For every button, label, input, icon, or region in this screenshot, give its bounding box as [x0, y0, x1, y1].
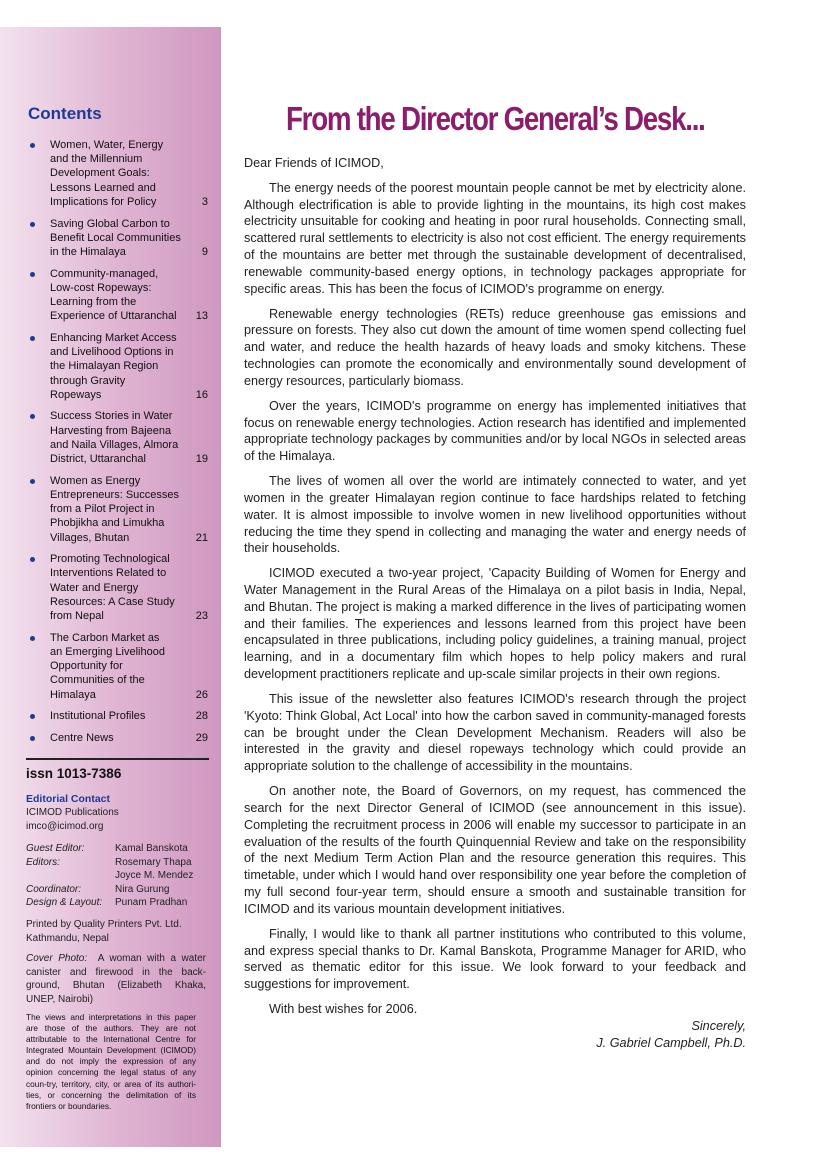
toc-item[interactable] [28, 267, 208, 324]
toc-item[interactable] [28, 474, 208, 545]
toc-title: Women, Water, Energy and the Millennium Development Goals: Lessons Learned and Implications for Policy [50, 139, 164, 208]
printer-location: Kathmandu, Nepal [26, 932, 109, 944]
bullet-icon [30, 736, 35, 741]
toc-page-number: 29 [195, 732, 208, 745]
toc-page-number: 21 [195, 531, 208, 544]
bullet-icon [30, 272, 35, 277]
credit-row [26, 842, 216, 856]
credit-role: Guest Editor: [26, 843, 85, 854]
page-title: From the Director General’s Desk... [286, 100, 705, 137]
toc-title: Institutional Profiles [50, 710, 146, 723]
credit-role: Design & Layout: [26, 897, 103, 909]
toc-page-number: 13 [195, 310, 208, 323]
signature: J. Gabriel Campbell, Ph.D. [596, 1035, 746, 1050]
toc-page-number: 3 [201, 195, 208, 208]
toc-item[interactable] [28, 331, 208, 402]
credit-role: Coordinator: [26, 883, 82, 895]
signoff: Sincerely, [691, 1018, 746, 1033]
cover-photo-label: Cover Photo: [26, 953, 88, 964]
bullet-icon [30, 222, 35, 227]
toc-item[interactable] [28, 409, 208, 466]
bullet-icon [30, 557, 35, 562]
toc-item[interactable] [28, 138, 208, 209]
credit-row [26, 883, 216, 897]
toc-title: The Carbon Market as an Emerging Livelihood Opportunity for Communities of the Himalaya [50, 631, 165, 701]
editorial-contact-label: Editorial Contact [26, 793, 111, 805]
letter-body [244, 155, 746, 1052]
cover-photo-caption [26, 952, 206, 1006]
editorial-email[interactable]: imco@icimod.org [26, 820, 104, 832]
cover-photo-text: A woman with a water canister and firewood in the back-ground, Bhutan (Elizabeth Khaka, UNEP, Nairobi) [26, 953, 207, 1005]
credit-role [26, 869, 115, 883]
bullet-icon [30, 636, 35, 641]
credit-name: Nira Gurung [115, 883, 170, 895]
toc-title: Women as Energy Entrepreneurs: Successes from a Pilot Project in Phobjikha and Limukha Villages, Bhutan [50, 474, 180, 544]
editorial-org: ICIMOD Publications [26, 807, 119, 818]
bullet-icon [30, 336, 35, 341]
letter-paragraph: This issue of the newsletter also features ICIMOD's research through the project 'Kyoto: Think Global, Act Local' into how the carbon saved in community-managed forests can be brought under the Clean Development Mechanism. Readers will also be interested in the gravity and diesel ropeways technology which could provide an appropriate solution to the challenge of accessibility in the mountains. [244, 692, 746, 774]
toc-page-number: 23 [195, 610, 208, 623]
credit-role: Editors: [26, 856, 60, 868]
letter-paragraph: ICIMOD executed a two-year project, 'Capacity Building of Women for Energy and Water Management in the Rural Areas of the Himalaya on a pilot basis in India, Nepal, and Bhutan. The project is making a marked difference in the lives of participating women and their families. The experiences and lessons learned from this project have been encapsulated in three publications, including policy guidelines, a training manual, project learning, and in a documentary film which hopes to help policy makers and rural development practitioners replicate and up-scale similar projects in their own regions. [244, 566, 746, 682]
credit-name: Rosemary Thapa [115, 856, 192, 868]
printer-line: Printed by Quality Printers Pvt. Ltd. [26, 919, 182, 930]
toc-title: Centre News [50, 732, 114, 745]
toc-item[interactable] [28, 552, 208, 623]
bullet-icon [30, 714, 35, 719]
toc-title: Enhancing Market Access and Livelihood Options in the Himalayan Region through Gravity Ropeways [50, 331, 177, 401]
credit-row [26, 856, 216, 870]
toc-title: Saving Global Carbon to Benefit Local Communities in the Himalaya [50, 217, 181, 258]
toc-page-number: 9 [201, 245, 208, 258]
toc-item[interactable] [28, 217, 208, 260]
table-of-contents [28, 138, 208, 753]
closing-line: With best wishes for 2006. [269, 1002, 418, 1017]
printer-info [26, 918, 211, 945]
toc-item[interactable] [28, 731, 208, 745]
toc-title: Success Stories in Water Harvesting from Bajeena and Naila Villages, Almora District, Uttaranchal [50, 410, 179, 466]
credits [26, 842, 216, 910]
letter-paragraph: The lives of women all over the world are intimately connected to water, and yet women in the greater Himalayan region continue to face hardships related to fetching water. It is almost impossible to involve women in new livelihood opportunities without reducing the time they spend in collecting and managing the water and energy needs of their households. [244, 474, 746, 556]
toc-title: Community-managed, Low-cost Ropeways: Learning from the Experience of Uttaranchal [50, 267, 177, 323]
letter-paragraph: The energy needs of the poorest mountain people cannot be met by electricity alone. Although electrification is able to provide lighting in the mountains, its high cost makes electricity unsuitable for cooking and heating in poor rural households. Connecting small, scattered rural settlements to electricity is also not cost efficient. The energy requirements of the mountains are better met through the sustainable development of decentralised, renewable community-based energy options, in technology packages appropriate for specific areas. This has been the focus of ICIMOD's programme on energy. [244, 180, 746, 296]
bullet-icon [30, 143, 35, 148]
bullet-icon [30, 479, 35, 484]
letter-paragraph: Finally, I would like to thank all partner institutions who contributed to this volume, and express special thanks to Dr. Kamal Banskota, Programme Manager for ARID, who served as thematic editor for this issue. We look forward to your feedback and suggestions for improvement. [244, 926, 746, 992]
credit-row [26, 869, 216, 883]
letter-paragraph: Over the years, ICIMOD's programme on energy has implemented initiatives that focus on renewable energy technologies. Action research has identified and implemented appropriate technology packages by communities and/or by local NGOs in selected areas of the Himalaya. [244, 398, 746, 464]
credit-row [26, 896, 216, 910]
toc-item[interactable] [28, 631, 208, 702]
credit-name: Kamal Banskota [115, 843, 188, 854]
divider [26, 758, 209, 760]
disclaimer: The views and interpretations in this paper are those of the authors. They are not attributable to the International Centre for Integrated Mountain Development (ICIMOD) and do not imply the expression of any opinion concerning the legal status of any coun-try, territory, city, or area of its authori-ties, or concerning the delimitation of its frontiers or boundaries. [26, 1012, 196, 1111]
letter-paragraphs [244, 180, 746, 993]
toc-page-number: 19 [195, 453, 208, 466]
bullet-icon [30, 414, 35, 419]
salutation: Dear Friends of ICIMOD, [244, 156, 384, 170]
toc-title: Promoting Technological Interventions Related to Water and Energy Resources: A Case Study from Nepal [50, 553, 175, 623]
credit-name: Joyce M. Mendez [115, 870, 194, 882]
toc-item[interactable] [28, 709, 208, 723]
editorial-contact [26, 806, 119, 833]
toc-page-number: 26 [195, 688, 208, 701]
toc-page-number: 28 [195, 710, 208, 723]
credit-name: Punam Pradhan [115, 897, 188, 909]
letter-paragraph: Renewable energy technologies (RETs) reduce greenhouse gas emissions and pressure on forests. They also cut down the amount of time women spend collecting fuel and water, and reduce the health hazards of heavy loads and smoky kitchens. These technologies can promote the economically and environmentally sound development of energy resources, particularly biomass. [244, 306, 746, 388]
letter-paragraph: On another note, the Board of Governors, on my request, has commenced the search for the next Director General of ICIMOD (see announcement in this issue). Completing the recruitment process in 2006 will enable my successor to participate in an evaluation of the results of the fourth Quinquennial Review and take on the responsibility of the next Medium Term Action Plan and the resource generation this requires. This timetable, under which I would hand over responsibility one year before the completion of my full second four-year term, should ensure a smooth and sustainable transition for ICIMOD and its various mountain development initiatives. [244, 784, 746, 916]
contents-heading: Contents [28, 104, 102, 123]
issn-number: issn 1013-7386 [26, 766, 122, 781]
toc-page-number: 16 [195, 388, 208, 401]
